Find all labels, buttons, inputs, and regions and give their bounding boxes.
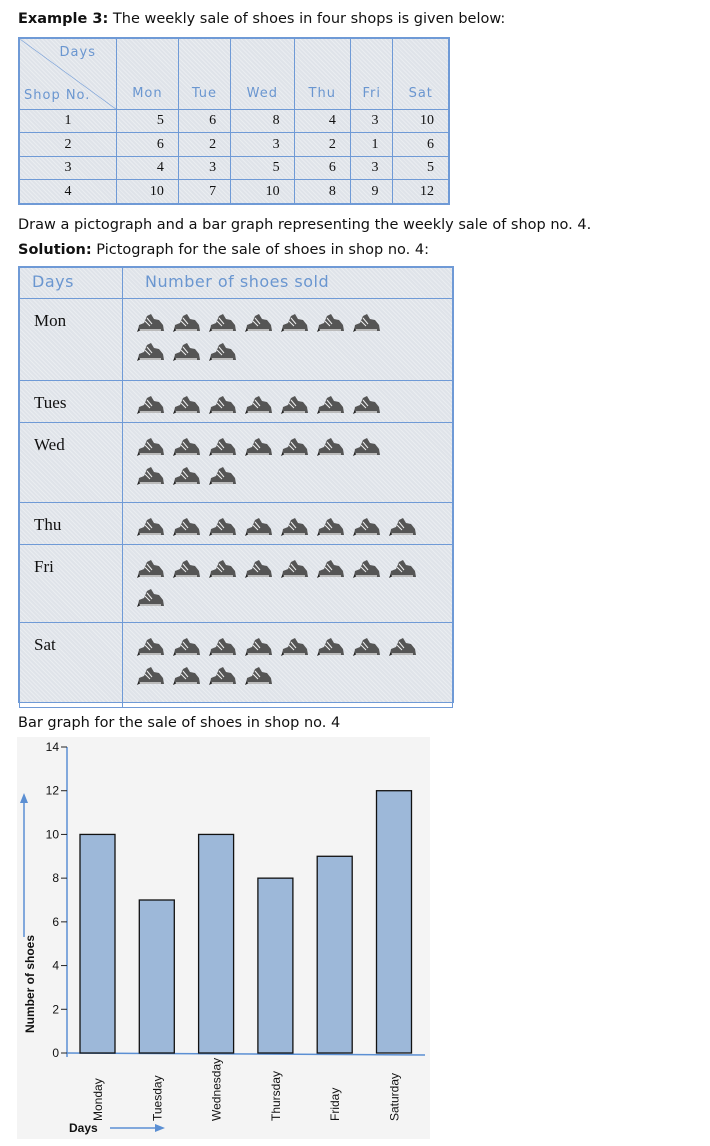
pictograph-row [20, 503, 453, 545]
sale-value: 6 [294, 156, 350, 180]
shoe-icon [243, 393, 274, 415]
bar [317, 856, 352, 1053]
sales-table [18, 37, 450, 205]
shoe-icon [315, 557, 346, 579]
day-header: Sat [393, 39, 449, 110]
shoe-icon [135, 311, 166, 333]
shoe-icon [171, 664, 202, 686]
shoe-icon [315, 435, 346, 457]
sale-value: 5 [117, 109, 179, 133]
bar [199, 834, 234, 1053]
pictograph [18, 266, 454, 703]
shoe-icon [171, 393, 202, 415]
sale-value: 2 [178, 133, 230, 157]
sale-value: 3 [350, 109, 393, 133]
corner-header [20, 39, 117, 110]
table-row [20, 156, 449, 180]
solution-heading [18, 242, 429, 258]
shoe-icon [351, 311, 382, 333]
shoe-icon [279, 393, 310, 415]
shop-number: 3 [20, 156, 117, 180]
pictograph-row [20, 299, 453, 381]
pictograph-icons [123, 623, 453, 708]
corner-shop: Shop No. [24, 87, 91, 103]
y-tick-label: 12 [45, 783, 59, 798]
shoe-icon [207, 311, 238, 333]
pictograph-row [20, 423, 453, 503]
y-tick-label: 6 [52, 914, 59, 929]
shoe-icon [171, 435, 202, 457]
shoe-icon [243, 311, 274, 333]
task-text: Draw a pictograph and a bar graph representing the weekly sale of shop no. 4. [18, 217, 592, 233]
shoe-icon [315, 311, 346, 333]
shoe-icon [243, 515, 274, 537]
sale-value: 10 [231, 180, 295, 204]
sale-value: 4 [294, 109, 350, 133]
solution-label: Solution: [18, 242, 92, 258]
sale-value: 9 [350, 180, 393, 204]
shoe-icon [171, 515, 202, 537]
shoe-icon [279, 435, 310, 457]
shoe-icon [279, 311, 310, 333]
sale-value: 2 [294, 133, 350, 157]
shoe-icon [351, 635, 382, 657]
shoe-icon [279, 557, 310, 579]
table-row [20, 180, 449, 204]
y-tick-label: 8 [52, 871, 59, 886]
y-tick-label: 2 [52, 1002, 59, 1017]
pictograph-icons [123, 381, 453, 423]
shoe-icon [135, 557, 166, 579]
shoe-icon [135, 464, 166, 486]
shop-number: 1 [20, 109, 117, 133]
bar [258, 878, 293, 1053]
bar [80, 834, 115, 1053]
x-tick-label: Monday [91, 1078, 105, 1121]
shoe-icon [279, 515, 310, 537]
shoe-icon [171, 311, 202, 333]
y-tick-label: 4 [52, 958, 59, 973]
day-header: Fri [350, 39, 393, 110]
sale-value: 5 [393, 156, 449, 180]
bar [139, 900, 174, 1053]
sale-value: 8 [294, 180, 350, 204]
pictograph-day: Tues [20, 381, 123, 423]
pictograph-icons [123, 503, 453, 545]
pictograph-row [20, 381, 453, 423]
sale-value: 5 [231, 156, 295, 180]
shoe-icon [171, 464, 202, 486]
y-axis-label: Number of shoes [23, 934, 37, 1033]
shoe-icon [243, 435, 274, 457]
pictograph-row [20, 545, 453, 623]
shoe-icon [387, 515, 418, 537]
sale-value: 10 [393, 109, 449, 133]
sale-value: 4 [117, 156, 179, 180]
example-text: The weekly sale of shoes in four shops is given below: [108, 11, 506, 27]
pictograph-day: Sat [20, 623, 123, 708]
example-heading [18, 11, 505, 27]
day-header: Wed [231, 39, 295, 110]
pictograph-day: Thu [20, 503, 123, 545]
table-row [20, 133, 449, 157]
x-tick-label: Tuesday [150, 1075, 165, 1121]
bar-chart [17, 737, 430, 1139]
shoe-icon [351, 557, 382, 579]
shoe-icon [207, 340, 238, 362]
example-label: Example 3: [18, 11, 109, 27]
shoe-icon [243, 557, 274, 579]
x-tick-label: Saturday [387, 1072, 402, 1121]
x-tick-label: Thursday [268, 1070, 283, 1121]
day-header: Tue [178, 39, 230, 110]
shoe-icon [207, 464, 238, 486]
bar [377, 791, 412, 1053]
pictograph-icons [123, 423, 453, 503]
shoe-icon [315, 515, 346, 537]
shoe-icon [387, 635, 418, 657]
header-days: Days [20, 268, 123, 299]
sale-value: 6 [117, 133, 179, 157]
day-header: Thu [294, 39, 350, 110]
shoe-icon [171, 557, 202, 579]
shoe-icon [315, 393, 346, 415]
shoe-icon [351, 515, 382, 537]
shoe-icon [243, 664, 274, 686]
shoe-icon [171, 635, 202, 657]
x-axis-label: Days [69, 1121, 98, 1135]
shop-number: 4 [20, 180, 117, 204]
sale-value: 6 [393, 133, 449, 157]
shoe-icon [207, 515, 238, 537]
shoe-icon [135, 393, 166, 415]
shoe-icon [135, 340, 166, 362]
corner-days: Days [59, 45, 96, 60]
sale-value: 3 [178, 156, 230, 180]
shoe-icon [171, 340, 202, 362]
shoe-icon [315, 635, 346, 657]
shoe-icon [135, 586, 166, 608]
pictograph-day: Wed [20, 423, 123, 503]
sale-value: 7 [178, 180, 230, 204]
pictograph-row [20, 623, 453, 708]
sale-value: 3 [231, 133, 295, 157]
shoe-icon [279, 635, 310, 657]
shoe-icon [243, 635, 274, 657]
header-count: Number of shoes sold [123, 268, 453, 299]
y-tick-label: 0 [52, 1046, 59, 1060]
sale-value: 3 [350, 156, 393, 180]
shoe-icon [351, 435, 382, 457]
y-tick-label: 10 [45, 827, 59, 842]
shoe-icon [207, 664, 238, 686]
shop-number: 2 [20, 133, 117, 157]
sale-value: 8 [231, 109, 295, 133]
shoe-icon [387, 557, 418, 579]
shoe-icon [135, 515, 166, 537]
sale-value: 6 [178, 109, 230, 133]
pictograph-day: Fri [20, 545, 123, 623]
y-tick-label: 14 [45, 740, 59, 754]
sale-value: 10 [117, 180, 179, 204]
shoe-icon [135, 635, 166, 657]
shoe-icon [207, 435, 238, 457]
pictograph-icons [123, 299, 453, 381]
shoe-icon [135, 435, 166, 457]
sale-value: 1 [350, 133, 393, 157]
shoe-icon [135, 664, 166, 686]
shoe-icon [207, 635, 238, 657]
bar-caption: Bar graph for the sale of shoes in shop no. 4 [18, 715, 341, 731]
x-tick-label: Friday [328, 1087, 343, 1121]
shoe-icon [351, 393, 382, 415]
pictograph-day: Mon [20, 299, 123, 381]
solution-text: Pictograph for the sale of shoes in shop no. 4: [91, 242, 429, 258]
shoe-icon [207, 393, 238, 415]
day-header: Mon [117, 39, 179, 110]
shoe-icon [207, 557, 238, 579]
pictograph-icons [123, 545, 453, 623]
sale-value: 12 [393, 180, 449, 204]
x-tick-label: Wednesday [209, 1057, 224, 1121]
table-row [20, 109, 449, 133]
